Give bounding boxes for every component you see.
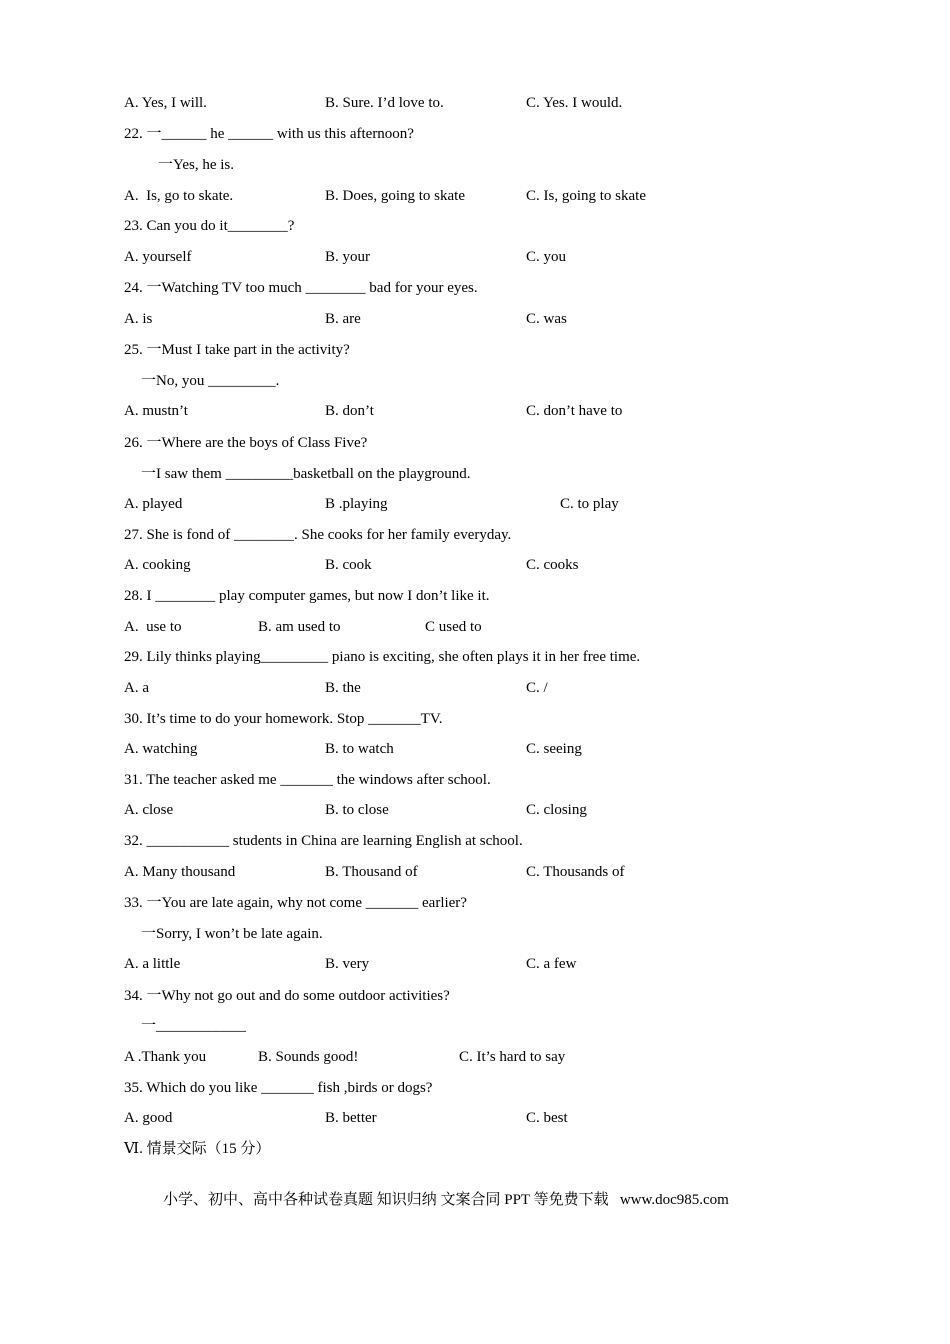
option-a: A. watching [124,741,198,757]
question-text: 27. She is fond of ________. She cooks for her family everyday. [124,527,512,543]
option-b: B. cook [325,557,372,573]
question-text: 28. I ________ play computer games, but now I don’t like it. [124,588,490,604]
question-text: 30. It’s time to do your homework. Stop _______TV. [124,711,443,727]
question-text: 26. 一Where are the boys of Class Five? [124,435,368,451]
option-a: A. a [124,680,149,696]
question-text: 31. The teacher asked me _______ the windows after school. [124,772,491,788]
option-b: B. to close [325,802,389,818]
option-c: C. seeing [526,741,582,757]
option-b: B. better [325,1110,377,1126]
option-a: A. good [124,1110,173,1126]
question-text: 29. Lily thinks playing_________ piano is exciting, she often plays it in her free time. [124,649,641,665]
option-c: C. cooks [526,557,579,573]
option-a: A. cooking [124,557,191,573]
option-a: A. Yes, I will. [124,95,207,111]
reply-text: 一Yes, he is. [158,157,234,173]
question-text: 24. 一Watching TV too much ________ bad for your eyes. [124,280,478,296]
option-c: C. Is, going to skate [526,188,646,204]
option-a: A. played [124,496,183,512]
question-text: 34. 一Why not go out and do some outdoor activities? [124,988,450,1004]
reply-text: 一Sorry, I won’t be late again. [141,926,323,942]
option-c: C. to play [560,496,619,512]
option-a: A. yourself [124,249,192,265]
option-a: A. close [124,802,174,818]
option-a: A. use to [124,619,182,635]
option-b: B. Does, going to skate [325,188,465,204]
option-b: B. your [325,249,370,265]
page-footer: 小学、初中、高中各种试卷真题 知识归纳 文案合同 PPT 等免费下载 www.doc985.com [163,1192,729,1208]
question-text: Ⅵ. 情景交际（15 分） [124,1141,271,1157]
question-text: 32. ___________ students in China are learning English at school. [124,833,523,849]
option-c: C. / [526,680,548,696]
option-b: B. Sure. I’d love to. [325,95,444,111]
option-b: B .playing [325,496,388,512]
question-text: 35. Which do you like _______ fish ,birds or dogs? [124,1080,433,1096]
option-c: C. you [526,249,567,265]
question-text: 22. 一______ he ______ with us this afternoon? [124,126,414,142]
option-b: B. to watch [325,741,394,757]
option-c: C. don’t have to [526,403,623,419]
option-c: C. closing [526,802,587,818]
option-b: B. am used to [258,619,341,635]
option-c: C. was [526,311,567,327]
option-a: A .Thank you [124,1049,207,1065]
option-c: C. Yes. I would. [526,95,623,111]
reply-text: 一____________ [141,1018,247,1034]
option-c: C. It’s hard to say [459,1049,566,1065]
option-b: B. Sounds good! [258,1049,359,1065]
option-b: B. Thousand of [325,864,418,880]
option-a: A. is [124,311,153,327]
question-text: 33. 一You are late again, why not come _______ earlier? [124,895,467,911]
option-c: C. Thousands of [526,864,625,880]
reply-text: 一I saw them _________basketball on the playground. [141,466,471,482]
option-a: A. Is, go to skate. [124,188,234,204]
option-c: C. a few [526,956,577,972]
option-b: B. the [325,680,361,696]
reply-text: 一No, you _________. [141,373,280,389]
question-text: 23. Can you do it________? [124,218,295,234]
option-b: B. don’t [325,403,374,419]
option-b: B. are [325,311,361,327]
option-c: C used to [425,619,482,635]
option-a: A. mustn’t [124,403,188,419]
option-b: B. very [325,956,370,972]
option-a: A. a little [124,956,181,972]
option-c: C. best [526,1110,568,1126]
option-a: A. Many thousand [124,864,236,880]
question-text: 25. 一Must I take part in the activity? [124,342,350,358]
